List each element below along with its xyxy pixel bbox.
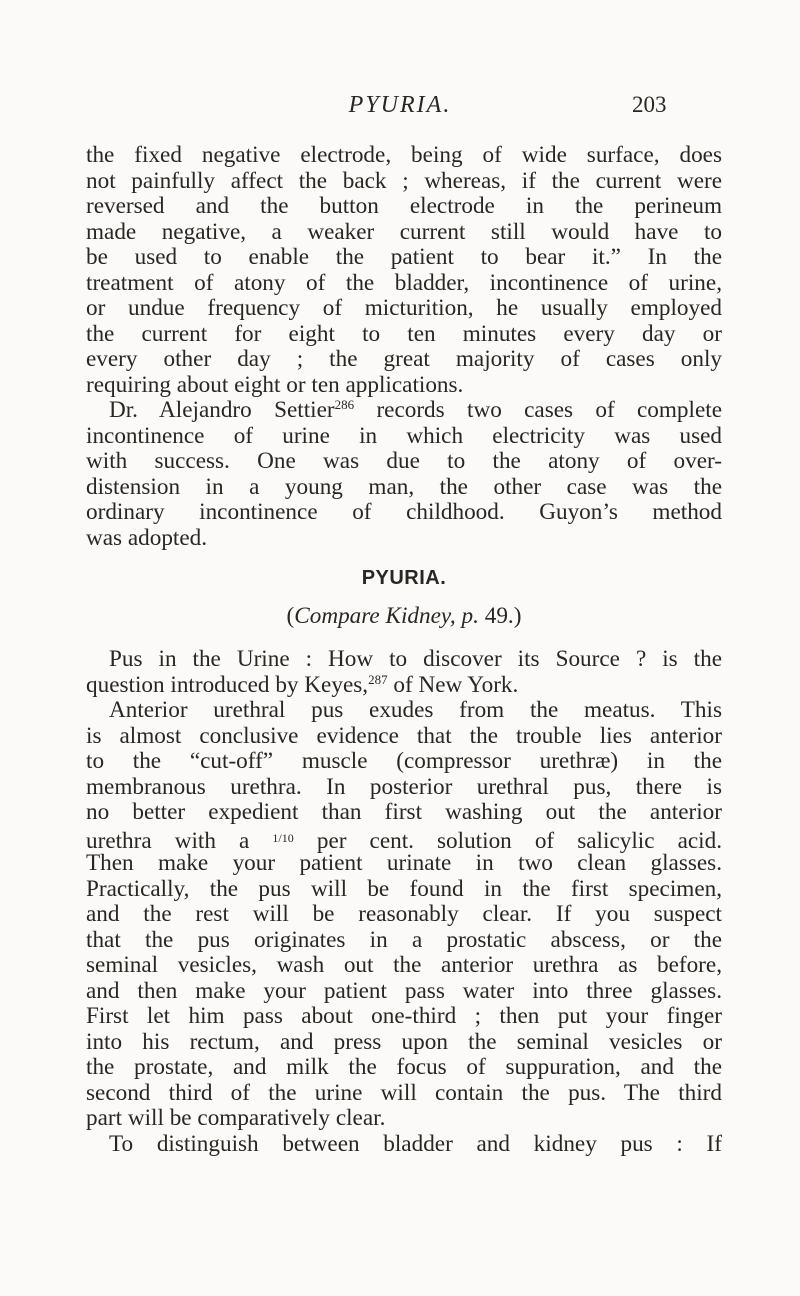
paragraph-pus-question [86,647,722,698]
compare-note [86,603,722,629]
text-line: seminal vesicles, wash out the anterior urethra as before, [86,952,722,978]
text-line: with success. One was due to the atony of over- [86,448,722,474]
spacer [86,629,722,647]
body-text [86,143,722,1157]
text-line: the current for eight to ten minutes every day or [86,320,722,347]
text-line: the fixed negative electrode, being of wide surface, does [86,142,722,168]
text-fragment: of New York. [387,671,519,698]
text-line: is almost conclusive evidence that the trouble lies anterior [86,722,722,749]
fraction: 1/10 [272,830,294,845]
text-line: the prostate, and milk the focus of suppuration, and the [86,1054,722,1080]
text-line [86,673,722,699]
text-fragment: Compare Kidney, p. [294,603,479,629]
text-fragment: per cent. solution of salicylic acid. [293,827,722,854]
text-line: and the rest will be reasonably clear. If you suspect [86,901,722,927]
text-fragment: ( [286,603,295,629]
text-line: reversed and the button electrode in the perineum [86,193,722,219]
text-line: Then make your patient urinate in two clean glasses. [86,850,722,876]
text-line: distension in a young man, the other case was the [86,473,722,500]
text-line: incontinence of urine in which electricity was used [86,422,722,449]
section-heading: PYURIA. [361,567,447,589]
text-line: that the pus originates in a prostatic abscess, or the [86,926,722,953]
text-line: treatment of atony of the bladder, incontinence of urine, [86,269,722,296]
text-line: First let him pass about one-third ; then put your finger [86,1003,722,1029]
text-fragment: urethra with a [86,827,273,854]
paragraph-bladder-kidney [86,1132,722,1158]
text-line: ordinary incontinence of childhood. Guyon’s method [86,499,722,525]
text-line: second third of the urine will contain the pus. The third [86,1079,722,1106]
text-line: Pus in the Urine : How to discover its Source ? is the [109,646,722,672]
running-head [0,92,800,126]
text-fragment: question introduced by Keyes, [86,671,369,698]
paragraph-electrode [86,143,722,398]
paragraph-settier [86,398,722,551]
reference-number: 286 [334,397,355,412]
text-line: requiring about eight or ten applications. [86,371,464,398]
text-fragment: Dr. Alejandro Settier [109,397,335,423]
text-line [86,826,722,852]
text-line: every other day ; the great majority of cases only [86,346,722,372]
text-line: To distinguish between bladder and kidney pus : If [109,1130,722,1157]
text-line: be used to enable the patient to bear it.” In the [86,244,722,270]
text-line: made negative, a weaker current still would have to [86,218,722,245]
text-line: no better expedient than first washing out the anterior [86,799,722,825]
reference-number: 287 [368,671,388,687]
paragraph-anterior-urethral-pus [86,698,722,1132]
text-line: or undue frequency of micturition, he usually employed [86,295,722,321]
text-line: was adopted. [86,524,208,551]
text-line: Anterior urethral pus exudes from the meatus. This [109,697,722,723]
running-title: PYURIA. [348,92,452,118]
page-number: 203 [632,92,667,117]
text-line: to the “cut-off” muscle (compressor urethræ) in the [86,748,722,774]
text-fragment: records two cases of complete [354,397,722,423]
text-line [86,398,722,424]
text-line: Practically, the pus will be found in the first specimen, [86,875,722,902]
text-line: into his rectum, and press upon the seminal vesicles or [86,1028,722,1055]
text-line: part will be comparatively clear. [86,1105,386,1131]
text-line: and then make your patient pass water into three glasses. [86,977,722,1004]
text-fragment: 49.) [478,603,522,629]
text-line: membranous urethra. In posterior urethral pus, there is [86,773,722,800]
text-line: not painfully affect the back ; whereas, if the current were [86,167,722,194]
